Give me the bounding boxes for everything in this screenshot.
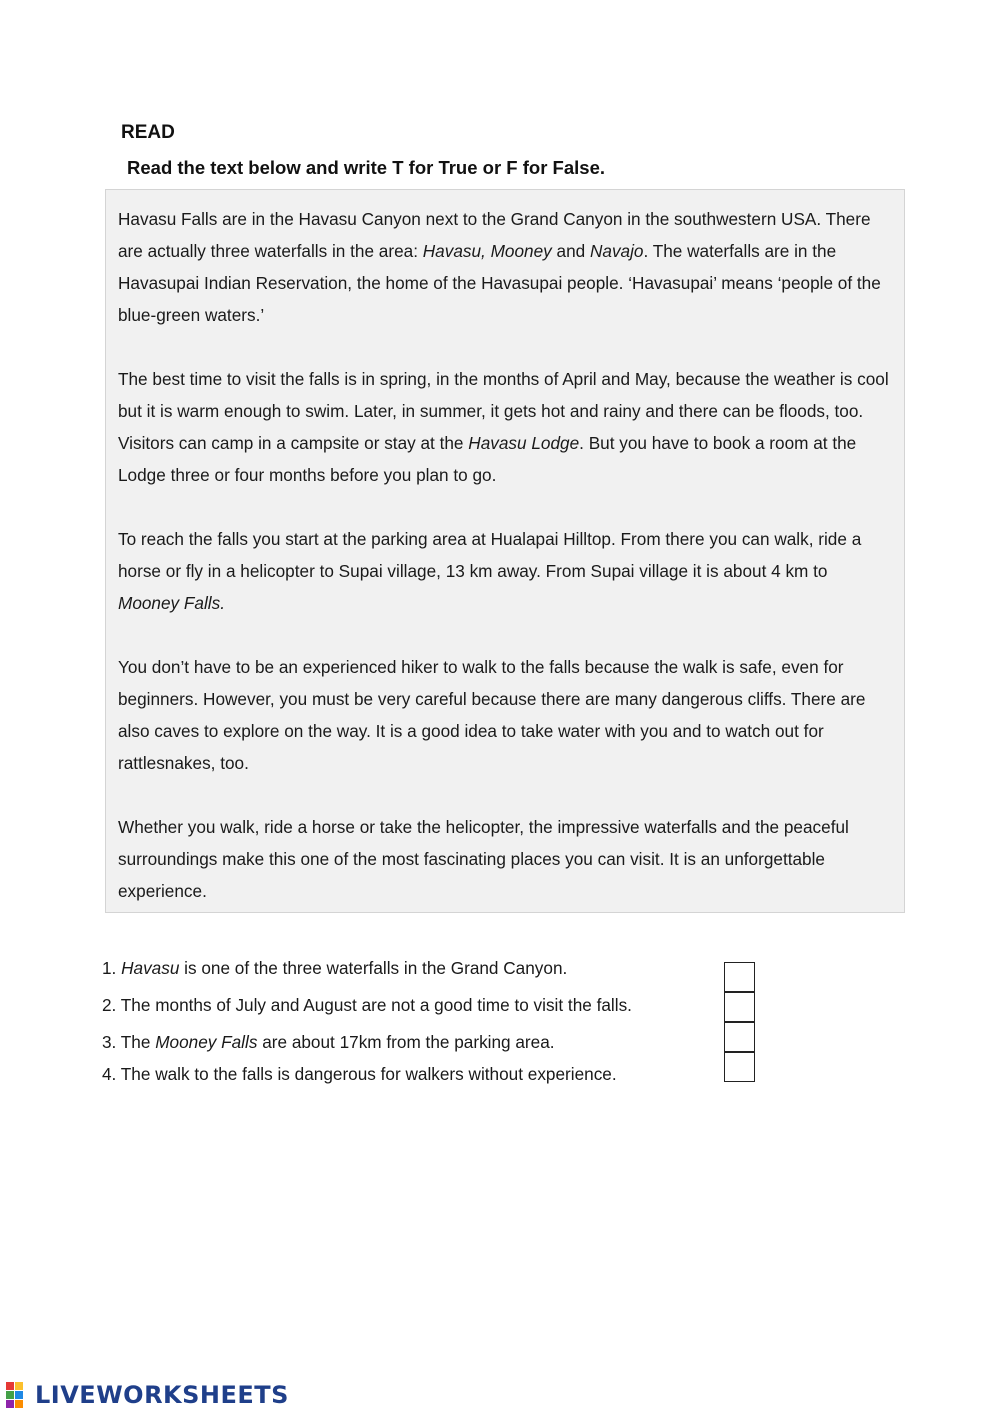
logo-cube bbox=[15, 1391, 23, 1399]
logo-cube bbox=[15, 1382, 23, 1390]
question-3: 3. The Mooney Falls are about 17km from the parking area. bbox=[102, 1032, 555, 1052]
passage-paragraph-1: Havasu Falls are in the Havasu Canyon next to the Grand Canyon in the southwestern USA. There are actually three waterfalls in the area: Havasu, Mooney and Navajo. The waterfalls are in the Havasupai Indian Reservation, the home of the Havasupai people. ‘Havasupai’ means ‘people of the blue-green waters.’ bbox=[118, 209, 881, 325]
passage-paragraph-5: Whether you walk, ride a horse or take the helicopter, the impressive waterfalls and the peaceful surroundings make this one of the most fascinating places you can visit. It is an unforgettable experience. bbox=[118, 817, 849, 901]
question-4: 4. The walk to the falls is dangerous for walkers without experience. bbox=[102, 1064, 617, 1084]
answer-box-2[interactable] bbox=[724, 992, 755, 1022]
instruction-text: Read the text below and write T for True or F for False. bbox=[127, 157, 605, 178]
logo-cube bbox=[15, 1400, 23, 1408]
answer-box-1[interactable] bbox=[724, 962, 755, 992]
question-1: 1. Havasu is one of the three waterfalls in the Grand Canyon. bbox=[102, 958, 568, 978]
answer-box-4[interactable] bbox=[724, 1052, 755, 1082]
passage-paragraph-4: You don’t have to be an experienced hiker to walk to the falls because the walk is safe, even for beginners. However, you must be very careful because there are many dangerous cliffs. There are also caves to explore on the way. It is a good idea to take water with you and to watch out for rattlesnakes, too. bbox=[118, 657, 866, 773]
question-2: 2. The months of July and August are not a good time to visit the falls. bbox=[102, 995, 632, 1015]
logo-cubes-icon bbox=[6, 1382, 34, 1408]
logo-cube bbox=[6, 1400, 14, 1408]
logo-cube bbox=[6, 1382, 14, 1390]
logo-text: LIVEWORKSHEETS bbox=[35, 1381, 289, 1409]
reading-passage bbox=[105, 189, 905, 913]
section-heading: READ bbox=[121, 122, 175, 143]
logo-cube bbox=[6, 1391, 14, 1399]
liveworksheets-logo bbox=[6, 1381, 289, 1409]
passage-paragraph-2: The best time to visit the falls is in spring, in the months of April and May, because the weather is cool but it is warm enough to swim. Later, in summer, it gets hot and rainy and there can be floods, too. Visitors can camp in a campsite or stay at the Havasu Lodge. But you have to book a room at the Lodge three or four months before you plan to go. bbox=[118, 369, 889, 485]
passage-paragraph-3: To reach the falls you start at the parking area at Hualapai Hilltop. From there you can walk, ride a horse or fly in a helicopter to Supai village, 13 km away. From Supai village it is about 4 km to Mooney Falls. bbox=[118, 529, 862, 613]
answer-box-3[interactable] bbox=[724, 1022, 755, 1052]
